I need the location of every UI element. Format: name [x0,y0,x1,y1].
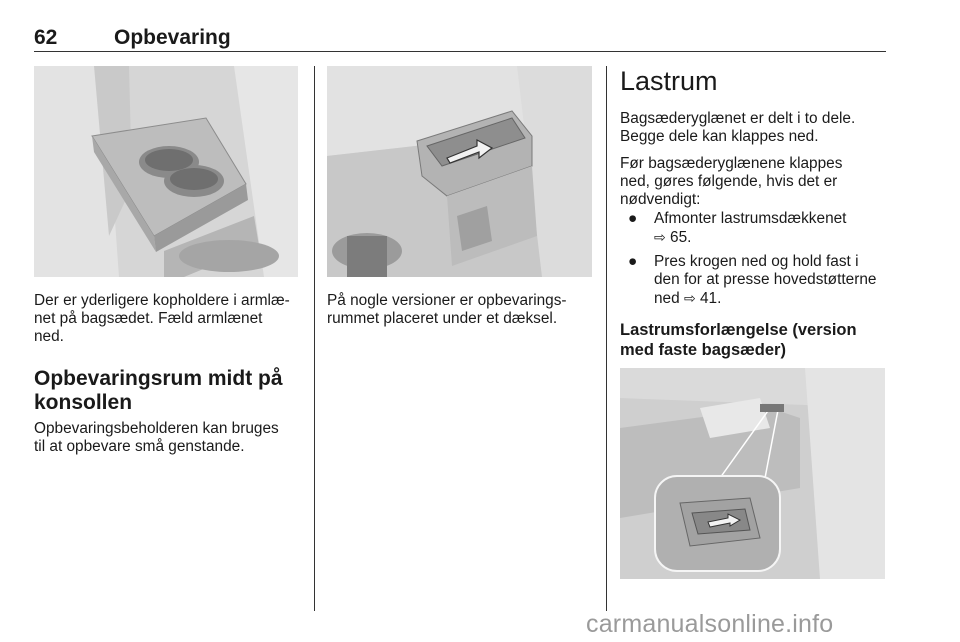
page-number: 62 [34,26,58,49]
arrow-reference-icon: ⇨ [683,290,696,306]
page-title: Opbevaring [114,26,231,49]
arrow-reference-icon: ⇨ [654,229,666,245]
column-divider-1 [314,66,315,611]
page-reference: 65. [670,229,692,246]
page-header [34,26,886,54]
header-rule [34,51,886,52]
bullet-dot: ● [628,253,638,270]
cargo-area-heading: Lastrum [620,66,718,96]
cargo-para-1: Bagsæderyglænet er delt i to dele. Begge dele kan klappes ned. [620,110,856,145]
page-reference: 41. [699,290,722,307]
cargo-para-2: Før bagsæderyglænene klappes ned, gøres følgende, hvis det er nødvendigt: [620,155,843,208]
armrest-caption: Der er yderligere kopholdere i armlæ- net på bagsædet. Fæld armlænet ned. [34,292,290,345]
watermark: carmanualsonline.info [586,610,834,638]
console-storage-text: Opbevaringsbeholderen kan bruges til at opbevare små genstande. [34,420,279,455]
bullet-item [628,253,898,313]
armrest-cupholder-illustration [34,66,298,277]
column-divider-2 [606,66,607,611]
bullet-item [628,210,898,250]
console-cover-caption: På nogle versioner er opbevarings- rummet placeret under et dæksel. [327,292,567,327]
bullet-text: Pres krogen ned og hold fast i den for at presse hovedstøtterne ned [654,253,877,307]
cargo-extension-illustration [620,368,885,579]
bullet-text: Afmonter lastrumsdækkenet [654,210,847,227]
console-storage-heading: Opbevaringsrum midt på konsollen [34,367,283,414]
cargo-extension-heading: Lastrumsforlængelse (version med faste bagsæder) [620,321,857,359]
center-console-cover-illustration [327,66,592,277]
bullet-dot: ● [628,210,638,227]
